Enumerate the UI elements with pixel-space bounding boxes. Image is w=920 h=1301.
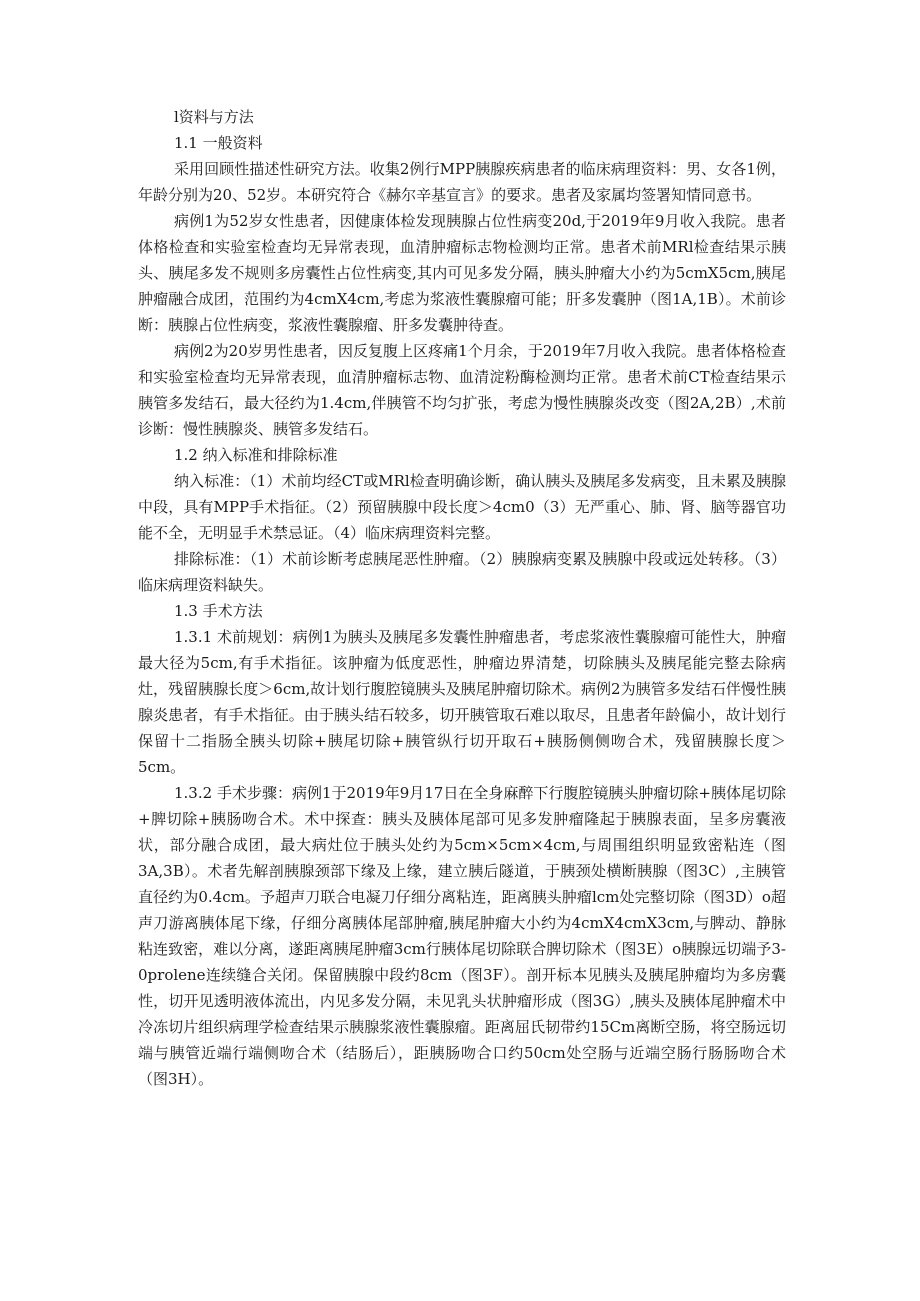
paragraph-surgical-steps: 1.3.2 手术步骤：病例1于2019年9月17日在全身麻醉下行腹腔镜胰头肿瘤切除+胰体尾切除+脾切除+胰肠吻合术。术中探查：胰头及胰体尾部可见多发肿瘤隆起于胰腺表面，呈多房囊液状，部分融合成团，最大病灶位于胰头处约为5cm×5cm×4cm,与周围组织明显致密粘连（图3A,3B）。术者先解剖胰腺颈部下缘及上缘，建立胰后隧道，于胰颈处横断胰腺（图3C）,主胰管直径约为0.4cm。予超声刀联合电凝刀仔细分离粘连，距离胰头肿瘤lcm处完整切除（图3D）o超声刀游离胰体尾下缘，仔细分离胰体尾部肿瘤,胰尾肿瘤大小约为4cmX4cmX3cm,与脾动、静脉粘连致密，难以分离，遂距离胰尾肿瘤3cm行胰体尾切除联合脾切除术（图3E）o胰腺远切端予3-0prolene连续缝合关闭。保留胰腺中段约8cm（图3F）。剖开标本见胰头及胰尾肿瘤均为多房囊性，切开见透明液体流出，内见多发分隔，未见乳头状肿瘤形成（图3G）,胰头及胰体尾肿瘤术中冷冻切片组织病理学检查结果示胰腺浆液性囊腺瘤。距离屈氏韧带约15Cm离断空肠，将空肠远切端与胰管近端行端侧吻合术（结肠后），距胰肠吻合口约50cm处空肠与近端空肠行肠肠吻合术（图3H）。 bbox=[138, 784, 786, 1088]
paragraph-general-data: 采用回顾性描述性研究方法。收集2例行MPP胰腺疾病患者的临床病理资料：男、女各1例，年龄分别为20、52岁。本研究符合《赫尔辛基宣言》的要求。患者及家属均签署知情同意书。 bbox=[138, 160, 786, 204]
section-heading-1-2: 1.2 纳入标准和排除标准 bbox=[174, 446, 338, 464]
section-heading-1-1: 1.1 一般资料 bbox=[174, 134, 263, 152]
document-page bbox=[138, 104, 786, 1092]
paragraph-inclusion-criteria: 纳入标准：（1）术前均经CT或MRl检查明确诊断，确认胰头及胰尾多发病变，且未累及胰腺中段，具有MPP手术指征。（2）预留胰腺中段长度＞4cm0（3）无严重心、肺、肾、脑等器官功能不全，无明显手术禁忌证。（4）临床病理资料完整。 bbox=[138, 472, 786, 542]
paragraph-case-1: 病例1为52岁女性患者，因健康体检发现胰腺占位性病变20d,于2019年9月收入我院。患者体格检查和实验室检查均无异常表现，血清肿瘤标志物检测均正常。患者术前MRl检查结果示胰头、胰尾多发不规则多房囊性占位性病变,其内可见多发分隔，胰头肿瘤大小约为5cmX5cm,胰尾肿瘤融合成团，范围约为4cmX4cm,考虑为浆液性囊腺瘤可能；肝多发囊肿（图1A,1B）。术前诊断：胰腺占位性病变，浆液性囊腺瘤、肝多发囊肿待查。 bbox=[138, 212, 786, 334]
paragraph-case-2: 病例2为20岁男性患者，因反复腹上区疼痛1个月余，于2019年7月收入我院。患者体格检查和实验室检查均无异常表现，血清肿瘤标志物、血清淀粉酶检测均正常。患者术前CT检查结果示胰管多发结石，最大径约为1.4cm,伴胰管不均匀扩张，考虑为慢性胰腺炎改变（图2A,2B）,术前诊断：慢性胰腺炎、胰管多发结石。 bbox=[138, 342, 786, 438]
paragraph-preoperative-planning: 1.3.1 术前规划：病例1为胰头及胰尾多发囊性肿瘤患者，考虑浆液性囊腺瘤可能性大，肿瘤最大径为5cm,有手术指征。该肿瘤为低度恶性，肿瘤边界清楚，切除胰头及胰尾能完整去除病灶，残留胰腺长度＞6cm,故计划行腹腔镜胰头及胰尾肿瘤切除术。病例2为胰管多发结石伴慢性胰腺炎患者，有手术指征。由于胰头结石较多，切开胰管取石难以取尽，且患者年龄偏小，故计划行保留十二指肠全胰头切除+胰尾切除+胰管纵行切开取石+胰肠侧侧吻合术，残留胰腺长度＞5cm。 bbox=[138, 628, 786, 776]
section-heading-1-3: 1.3 手术方法 bbox=[174, 602, 263, 620]
paragraph-exclusion-criteria: 排除标准：（1）术前诊断考虑胰尾恶性肿瘤。（2）胰腺病变累及胰腺中段或远处转移。（3）临床病理资料缺失。 bbox=[138, 550, 786, 594]
section-heading-1: l资料与方法 bbox=[174, 108, 254, 126]
